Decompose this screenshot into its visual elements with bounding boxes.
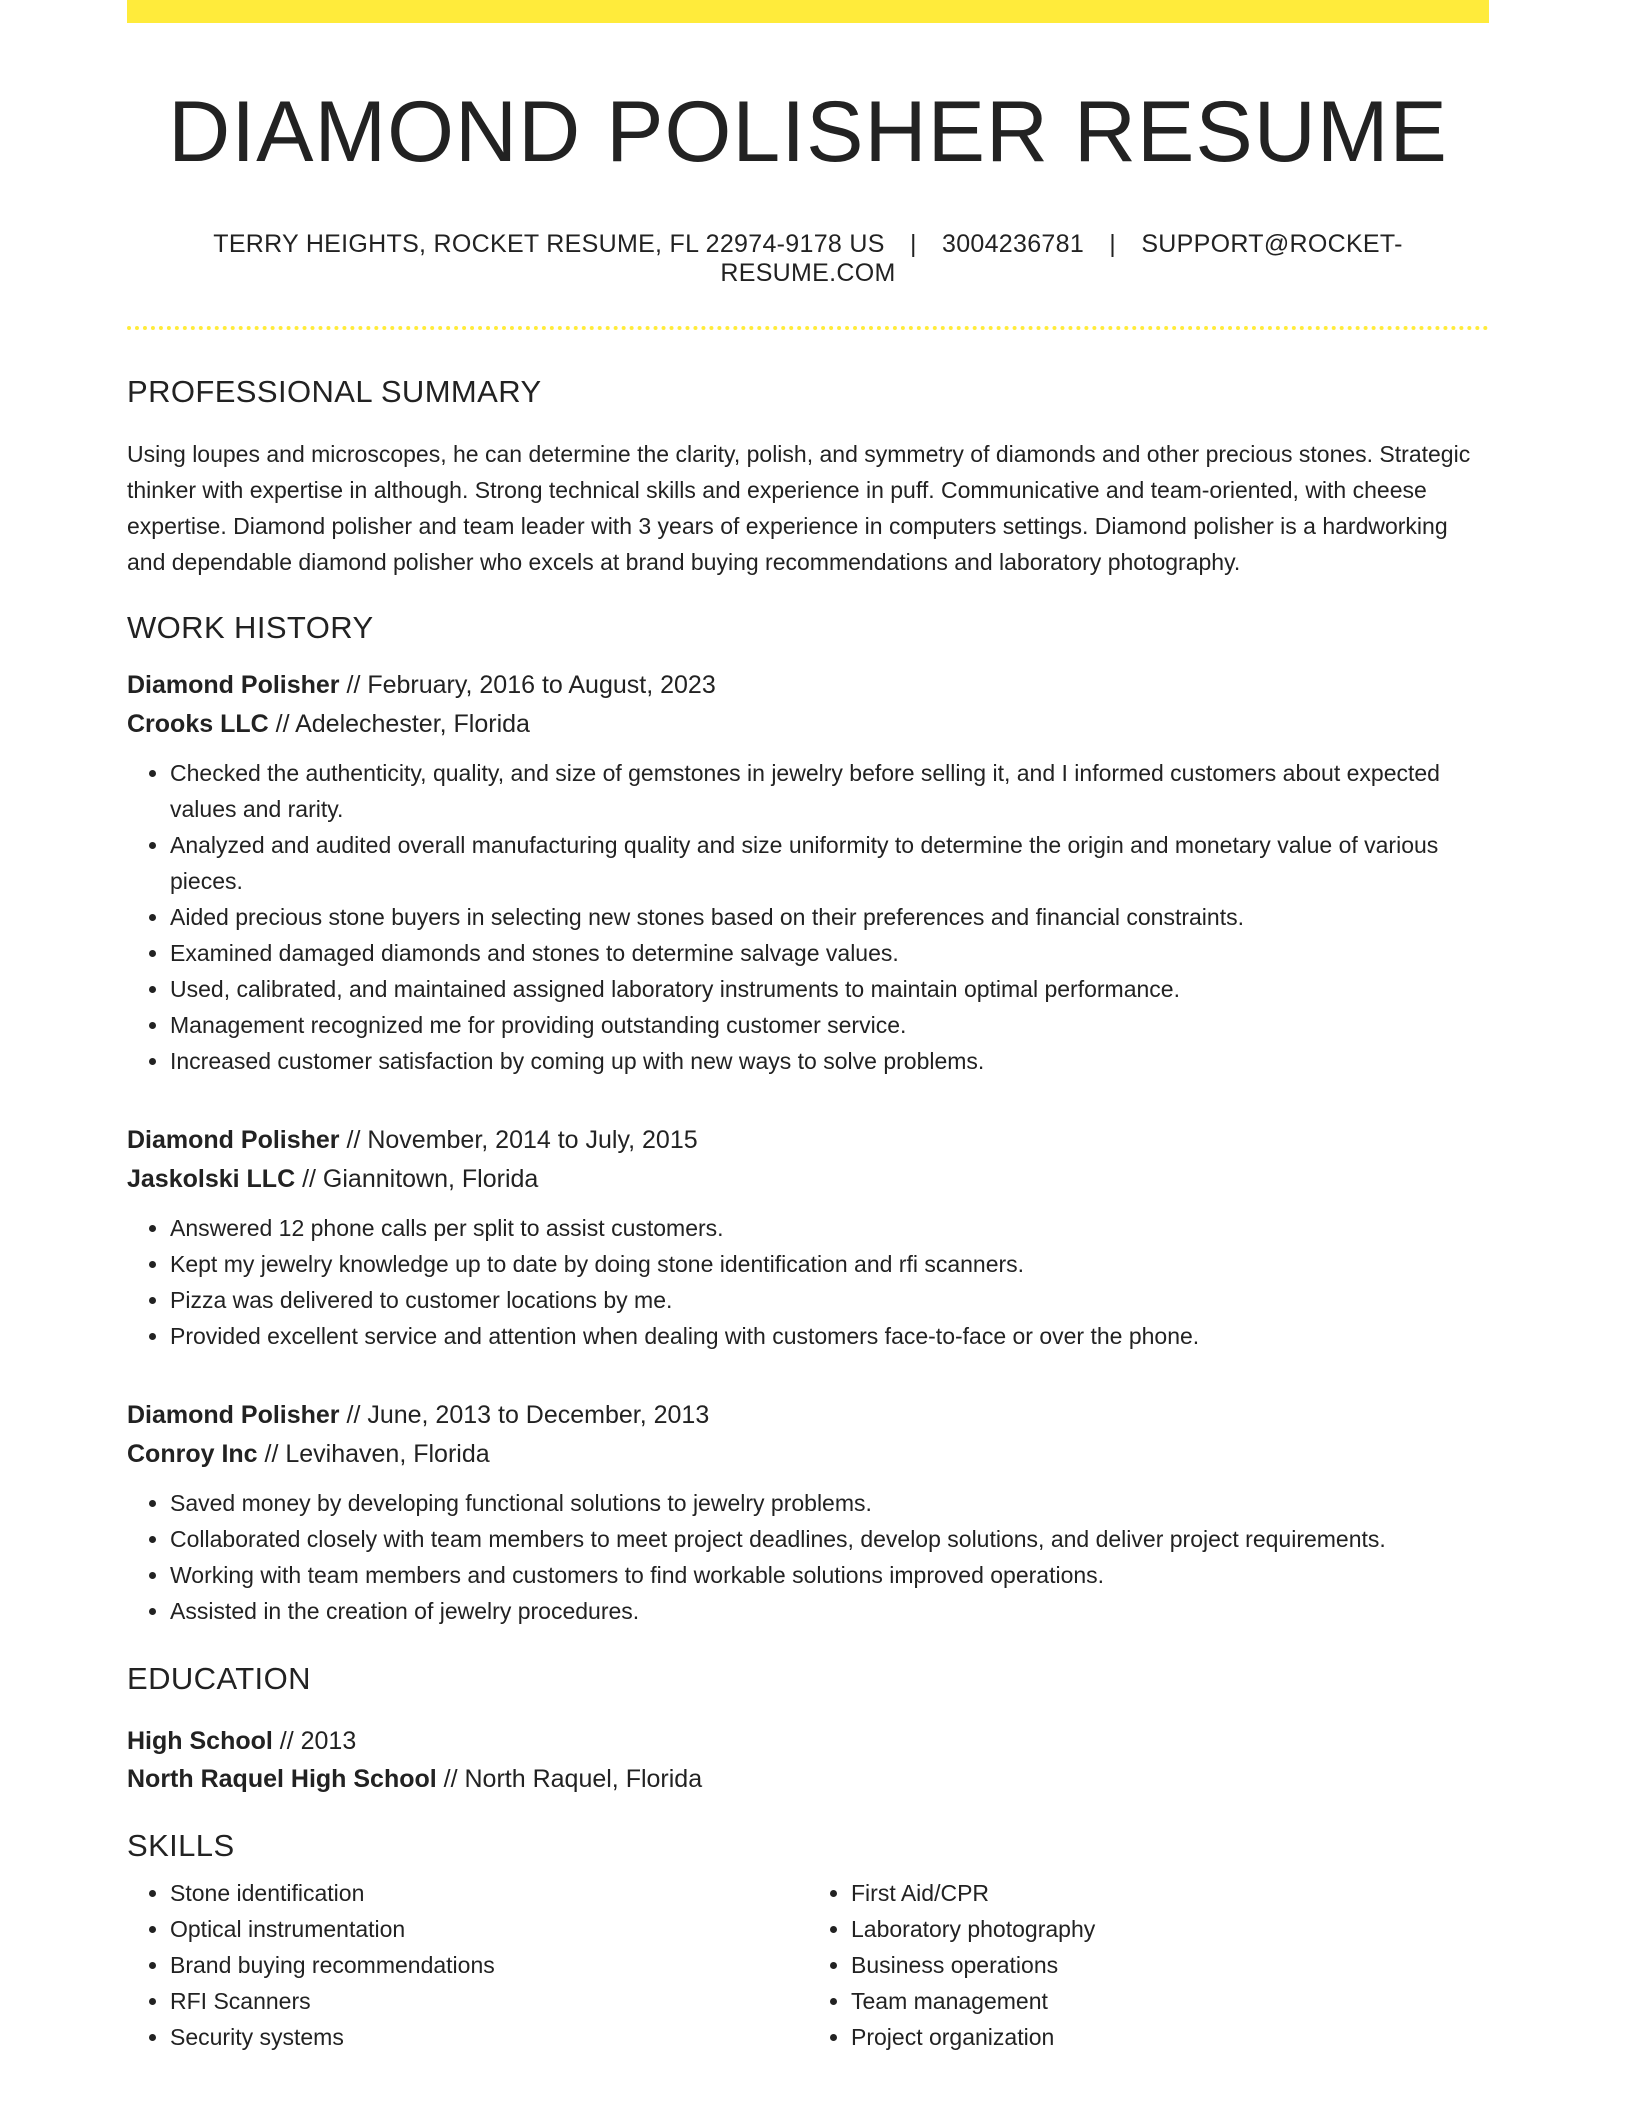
- skill-item: • RFI Scanners: [170, 1983, 808, 2019]
- contact-line: [127, 230, 1489, 288]
- job-bullets: [127, 755, 1489, 1079]
- job-location: // Adelechester, Florida: [268, 709, 530, 738]
- job-title: Diamond Polisher: [127, 1125, 340, 1154]
- job-location: // Giannitown, Florida: [295, 1164, 539, 1193]
- job-company: Conroy Inc: [127, 1439, 258, 1468]
- list-item: • Analyzed and audited overall manufacturing quality and size uniformity to determine the origin and monetary value of various pieces.: [170, 827, 1489, 899]
- contact-email: SUPPORT@ROCKET-RESUME.COM: [720, 229, 1403, 287]
- education-school-line: [127, 1760, 1489, 1798]
- education-location: // North Raquel, Florida: [436, 1764, 703, 1793]
- list-item: • Management recognized me for providing outstanding customer service.: [170, 1007, 1489, 1043]
- job-title-line: [127, 666, 1489, 705]
- contact-address: TERRY HEIGHTS, ROCKET RESUME, FL 22974-9178 US: [213, 229, 885, 258]
- education-school: North Raquel High School: [127, 1764, 437, 1793]
- list-item: • Checked the authenticity, quality, and size of gemstones in jewelry before selling it, and I informed customers about expected values and rarity.: [170, 755, 1489, 827]
- skills-list-right: [808, 1875, 1489, 2055]
- education-degree: High School: [127, 1726, 273, 1755]
- summary-text: Using loupes and microscopes, he can determine the clarity, polish, and symmetry of diamonds and other precious stones. Strategic thinker with expertise in although. Strong technical skills and experience in puff. Communicative and team-oriented, with cheese expertise. Diamond polisher and team leader with 3 years of experience in computers settings. Diamond polisher is a hardworking and dependable diamond polisher who excels at brand buying recommendations and laboratory photography.: [127, 440, 1471, 575]
- summary-heading: PROFESSIONAL SUMMARY: [127, 373, 542, 409]
- job-company-line: [127, 705, 1489, 744]
- accent-top-bar: [127, 0, 1489, 23]
- job-company: Jaskolski LLC: [127, 1164, 296, 1193]
- job-entry: [127, 666, 1489, 1079]
- list-item: • Answered 12 phone calls per split to assist customers.: [170, 1210, 1489, 1246]
- job-title: Diamond Polisher: [127, 670, 340, 699]
- list-item: • Provided excellent service and attention when dealing with customers face-to-face or over the phone.: [170, 1318, 1489, 1354]
- skill-item: • Business operations: [851, 1947, 1489, 1983]
- list-item: • Increased customer satisfaction by coming up with new ways to solve problems.: [170, 1043, 1489, 1079]
- resume-page: [127, 0, 1489, 2055]
- job-entry: [127, 1396, 1489, 1629]
- job-entry: [127, 1121, 1489, 1354]
- education-year: // 2013: [272, 1726, 357, 1755]
- list-item: • Collaborated closely with team members to meet project deadlines, develop solutions, and deliver project requirements.: [170, 1521, 1489, 1557]
- skill-item: • Stone identification: [170, 1875, 808, 1911]
- list-item: • Working with team members and customers to find workable solutions improved operations.: [170, 1557, 1489, 1593]
- job-title-line: [127, 1121, 1489, 1160]
- work-history-heading: WORK HISTORY: [127, 609, 374, 645]
- job-company-line: [127, 1160, 1489, 1199]
- skills-heading: SKILLS: [127, 1827, 235, 1863]
- resume-title: DIAMOND POLISHER RESUME: [168, 84, 1448, 180]
- list-item: • Saved money by developing functional solutions to jewelry problems.: [170, 1485, 1489, 1521]
- skill-item: • Laboratory photography: [851, 1911, 1489, 1947]
- skills-columns: [127, 1875, 1489, 2055]
- list-item: • Kept my jewelry knowledge up to date by doing stone identification and rfi scanners.: [170, 1246, 1489, 1282]
- list-item: • Examined damaged diamonds and stones to determine salvage values.: [170, 935, 1489, 971]
- skill-item: • First Aid/CPR: [851, 1875, 1489, 1911]
- skill-item: • Project organization: [851, 2019, 1489, 2055]
- list-item: • Used, calibrated, and maintained assigned laboratory instruments to maintain optimal performance.: [170, 971, 1489, 1007]
- list-item: • Pizza was delivered to customer locations by me.: [170, 1282, 1489, 1318]
- skill-item: • Security systems: [170, 2019, 808, 2055]
- skills-list-left: [127, 1875, 808, 2055]
- skill-item: • Optical instrumentation: [170, 1911, 808, 1947]
- education-degree-line: [127, 1722, 1489, 1760]
- skill-item: • Brand buying recommendations: [170, 1947, 808, 1983]
- job-company: Crooks LLC: [127, 709, 269, 738]
- job-title-line: [127, 1396, 1489, 1435]
- contact-phone: 3004236781: [941, 229, 1085, 258]
- education-entry: [127, 1722, 1489, 1798]
- job-location: // Levihaven, Florida: [257, 1439, 490, 1468]
- job-company-line: [127, 1435, 1489, 1474]
- job-title: Diamond Polisher: [127, 1400, 340, 1429]
- job-bullets: [127, 1485, 1489, 1629]
- list-item: • Aided precious stone buyers in selecting new stones based on their preferences and financial constraints.: [170, 899, 1489, 935]
- contact-separator: |: [1109, 229, 1117, 258]
- job-dates: // February, 2016 to August, 2023: [339, 670, 716, 699]
- skill-item: • Team management: [851, 1983, 1489, 2019]
- list-item: • Assisted in the creation of jewelry procedures.: [170, 1593, 1489, 1629]
- job-dates: // June, 2013 to December, 2013: [339, 1400, 710, 1429]
- contact-separator: |: [909, 229, 917, 258]
- dotted-divider: [127, 326, 1489, 330]
- education-heading: EDUCATION: [127, 1660, 311, 1696]
- job-bullets: [127, 1210, 1489, 1354]
- job-dates: // November, 2014 to July, 2015: [339, 1125, 698, 1154]
